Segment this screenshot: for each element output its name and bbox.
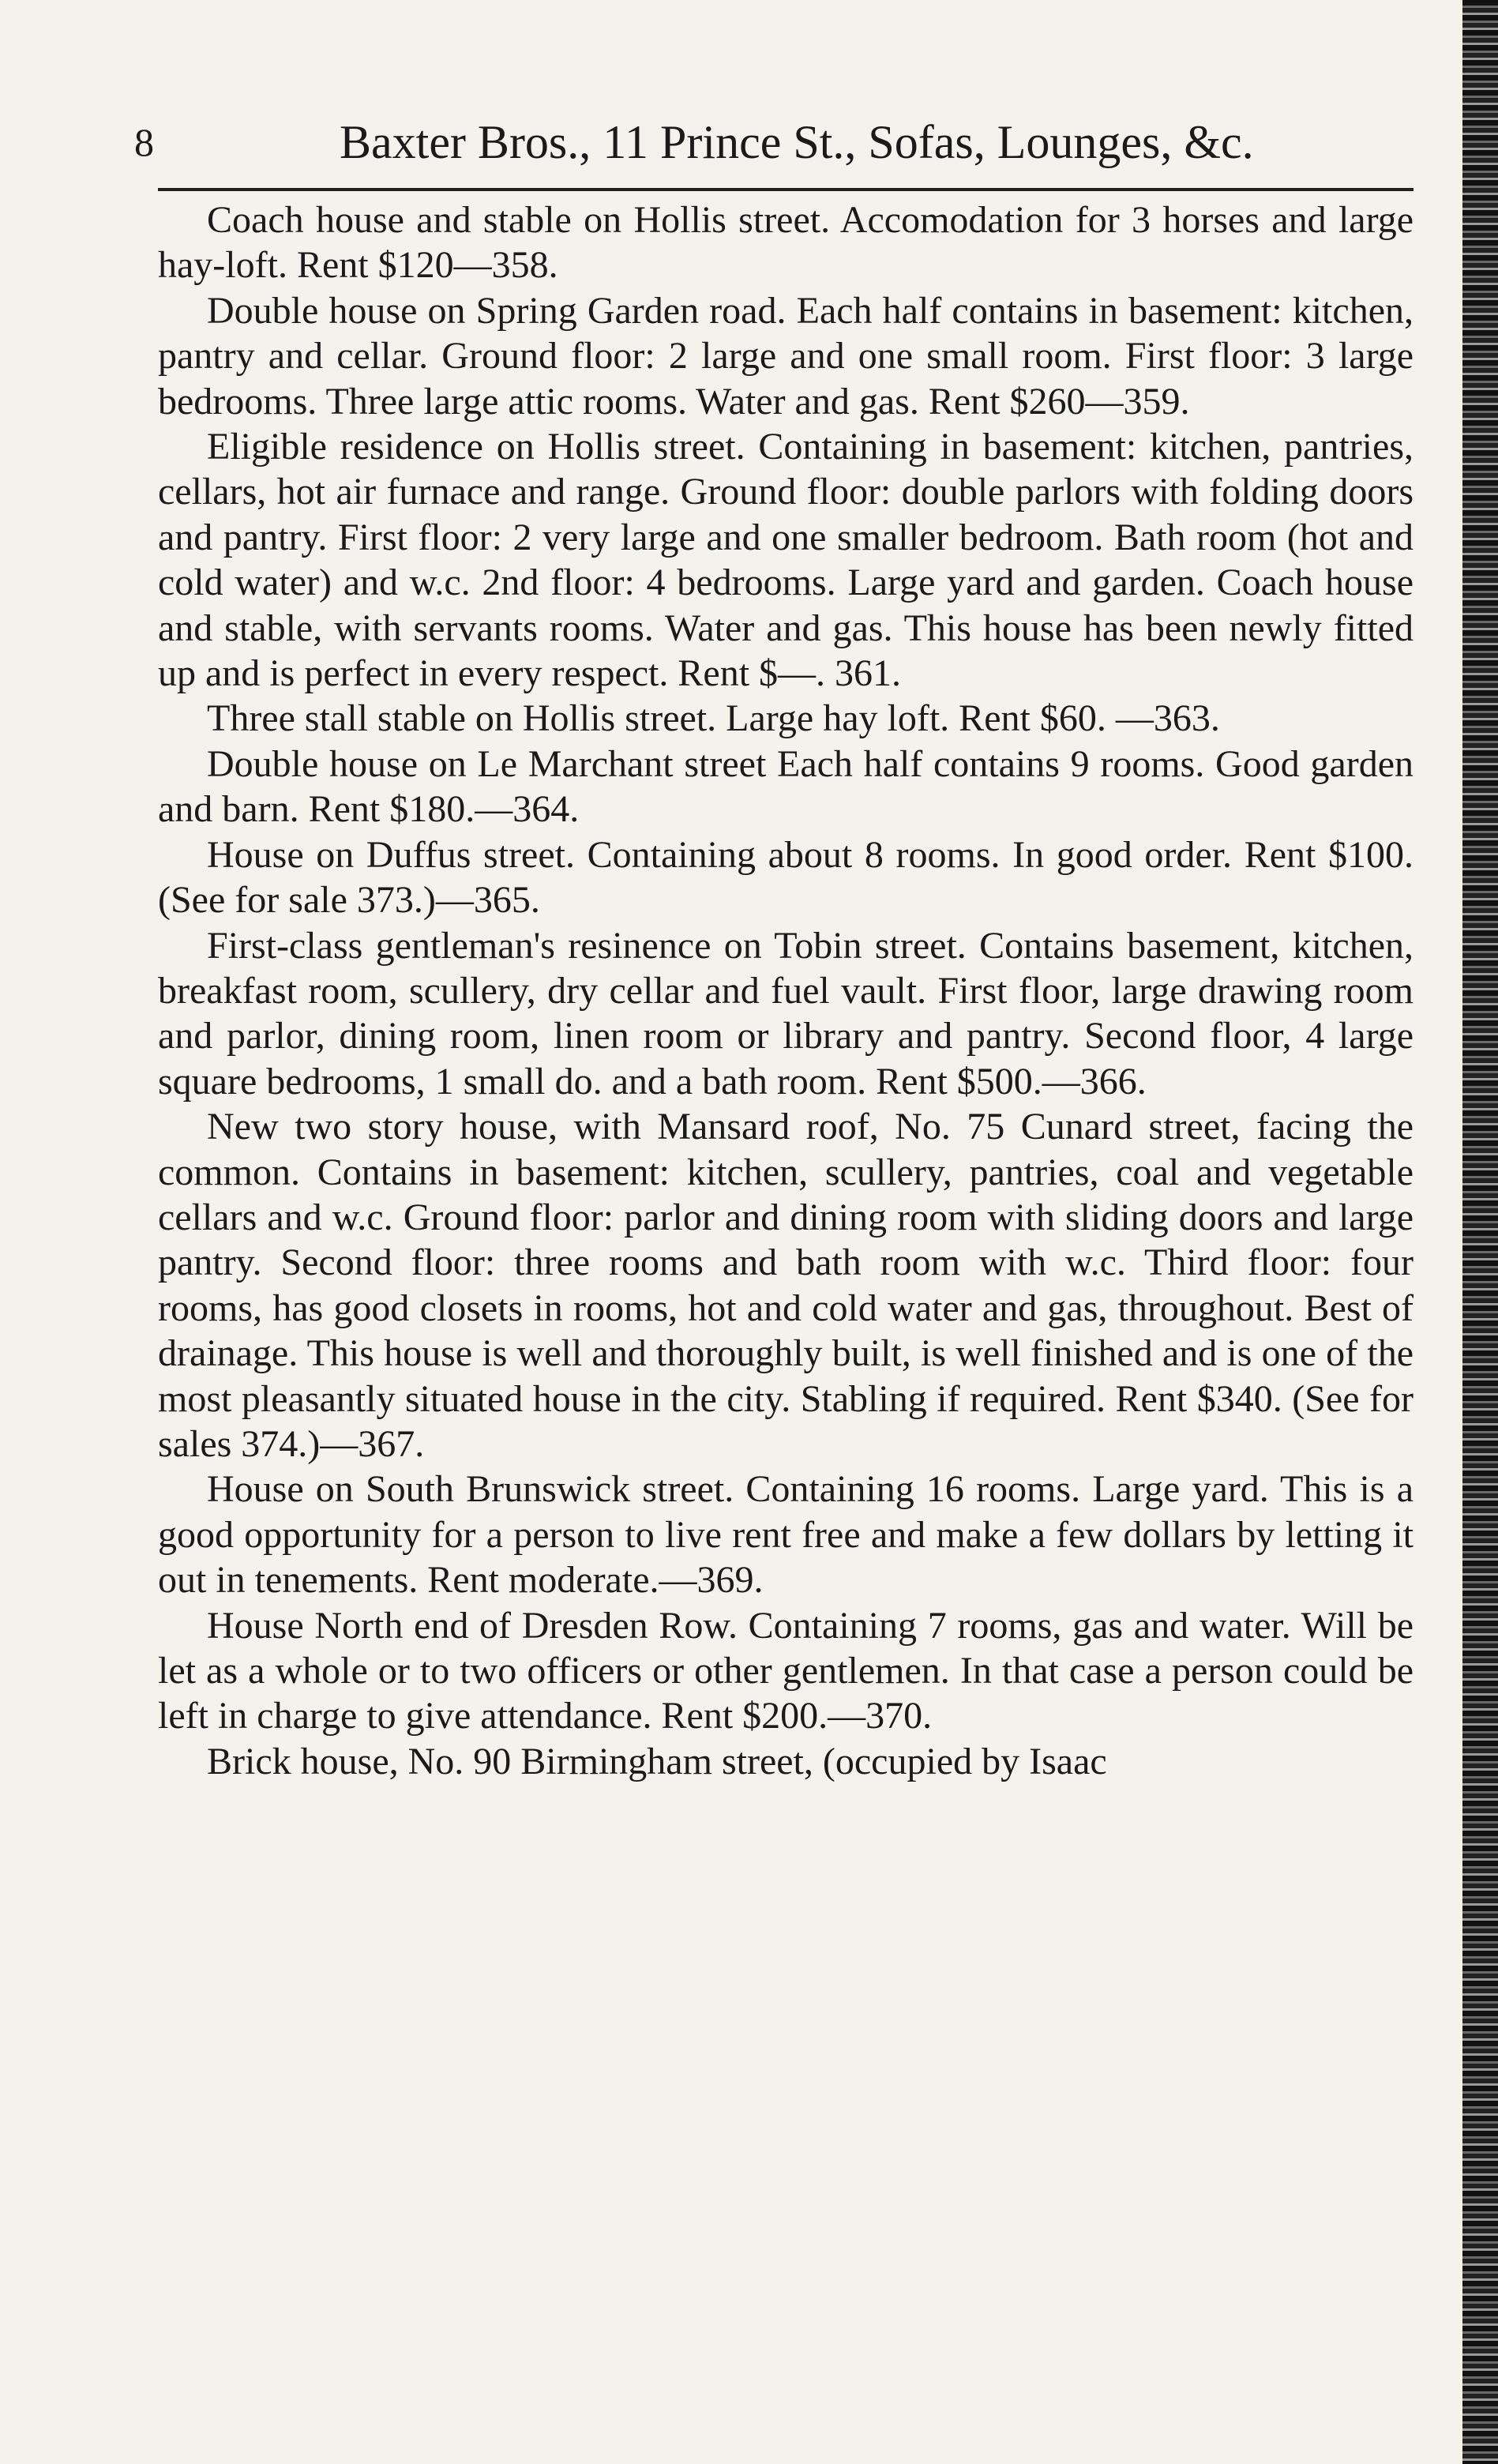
listing-column bbox=[158, 197, 1414, 1784]
listing-entry-369: House on South Brunswick street. Containing 16 rooms. Large yard. This is a good opportunity for a person to live rent free and make a few dollars by letting it out in tenements. Rent moderate.—369. bbox=[158, 1468, 1414, 1602]
listing-entry-364: Double house on Le Marchant street Each half contains 9 rooms. Good garden and barn. Rent $180.—364. bbox=[158, 742, 1414, 831]
running-title: Baxter Bros., 11 Prince St., Sofas, Lounges, &c. bbox=[340, 116, 1254, 168]
page-header bbox=[134, 111, 1414, 174]
listing-entry-365: House on Duffus street. Containing about 8 rooms. In good order. Rent $100. (See for sale 373.)—365. bbox=[158, 833, 1414, 922]
listing-entry-367: New two story house, with Mansard roof, No. 75 Cunard street, facing the common. Contains in basement: kitchen, scullery, pantries, coal and vegetable cellars and w.c. Ground floor: parlor and dining room with sliding doors and large pantry. Second floor: three rooms and bath room with w.c. Third floor: four rooms, has good closets in rooms, hot and cold water and gas, throughout. Best of drainage. This house is well and thoroughly built, is well finished and is one of the most pleasantly situated house in the city. Stabling if required. Rent $340. (See for sales 374.)—367. bbox=[158, 1106, 1414, 1465]
listing-entry-363: Three stall stable on Hollis street. Large hay loft. Rent $60. —363. bbox=[207, 697, 1220, 740]
listing-entry-361: Eligible residence on Hollis street. Containing in basement: kitchen, pantries, cellars, hot air furnace and range. Ground floor: double parlors with folding doors and pantry. First floor: 2 very large and one smaller bedroom. Bath room (hot and cold water) and w.c. 2nd floor: 4 bedrooms. Large yard and garden. Coach house and stable, with servants rooms. Water and gas. This house has been newly fitted up and is perfect in every respect. Rent $—. 361. bbox=[158, 426, 1414, 695]
page-number: 8 bbox=[134, 120, 154, 164]
listing-entry-358: Coach house and stable on Hollis street. Accomodation for 3 horses and large hay-loft. Rent $120—358. bbox=[158, 199, 1414, 287]
listing-entry-370: House North end of Dresden Row. Containing 7 rooms, gas and water. Will be let as a whole or to two officers or other gentlemen. In that case a person could be left in charge to give attendance. Rent $200.—370. bbox=[158, 1604, 1414, 1737]
listing-entry-366: First-class gentleman's resinence on Tobin street. Contains basement, kitchen, breakfast room, scullery, dry cellar and fuel vault. First floor, large drawing room and parlor, dining room, linen room or library and pantry. Second floor, 4 large square bedrooms, 1 small do. and a bath room. Rent $500.—366. bbox=[158, 924, 1414, 1102]
listing-entry-359: Double house on Spring Garden road. Each half contains in basement: kitchen, pantry and cellar. Ground floor: 2 large and one small room. First floor: 3 large bedrooms. Three large attic rooms. Water and gas. Rent $260—359. bbox=[158, 289, 1414, 423]
scan-edge-binding bbox=[1462, 0, 1498, 2464]
listing-entry-continued: Brick house, No. 90 Birmingham street, (occupied by Isaac bbox=[207, 1740, 1107, 1782]
header-rule bbox=[158, 188, 1414, 191]
